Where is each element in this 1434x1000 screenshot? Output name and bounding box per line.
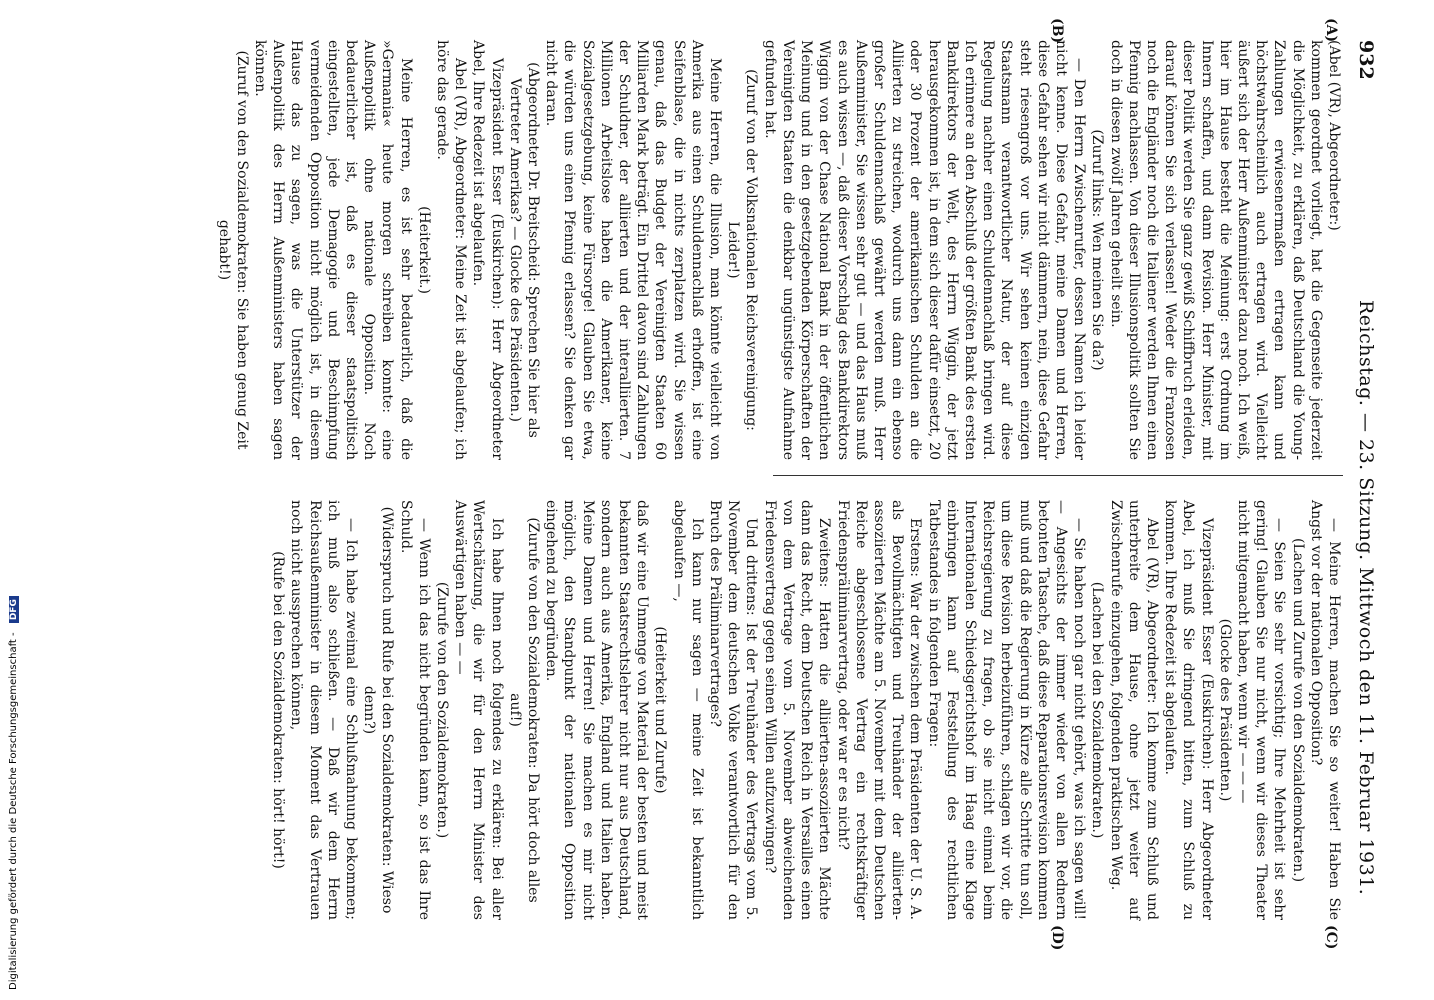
left-column-paragraph: (Zuruf links: Wen meinen Sie da?)	[1089, 129, 1106, 371]
dfg-logo: DFG	[9, 596, 19, 623]
margin-marker-b: (B)	[1049, 18, 1065, 44]
right-column-paragraph: (Zurufe von den Sozialdemokraten.)	[434, 581, 451, 839]
right-column-paragraph: — Meine Herren, machen Sie so weiter! Haben Sie Angst vor der nationalen Opposition?	[1307, 500, 1342, 920]
right-column-paragraph: Vizepräsident Esser (Euskirchen): Herr Abgeordneter Abel, ich muß Sie dringend bitten, zum Schluß zu kommen. Ihre Redezeit ist abgelaufen.	[1162, 500, 1215, 920]
column-divider	[773, 475, 1343, 476]
right-column-paragraph: (Glocke des Präsidenten.)	[1216, 618, 1233, 802]
credit-text: Digitalisierung gefördert durch die Deutsche Forschungsgemeinschaft -	[8, 632, 19, 990]
right-column-paragraph: — Ich habe zweimal eine Schlußmahnung bekommen; ich muß also schließen. — Daß wir dem Herrn Reichsaußenminister in diesem Moment das Vertrauen noch nicht aussprechen können,	[288, 500, 360, 920]
margin-marker-a: (A)	[1323, 18, 1339, 43]
right-column-paragraph: (Widerspruch und Rufe bei den Sozialdemokraten: Wieso denn?)	[361, 506, 396, 914]
right-column-paragraph: Abel (VR), Abgeordneter: Ich komme zum Schluß und unterbreite dem Hause, ohne jetzt weiter auf Zwischenrufe einzugehen, folgenden praktischen Weg.	[1107, 500, 1160, 920]
left-column-paragraph: Vizepräsident Esser (Euskirchen): Herr Abgeordneter Abel, Ihre Redezeit ist abgelaufen.	[470, 40, 505, 460]
left-column-paragraph: (Abel (VR), Abgeordneter:)	[1326, 40, 1342, 231]
right-column-paragraph: (Rufe bei den Sozialdemokraten: hört! hört!)	[270, 551, 287, 869]
right-column-paragraph: — Sie haben noch gar nicht gehört, was ich sagen will! — Angesichts der immer wieder von allen Rednern betonten Tatsache, daß diese Reparationsrevision kommen muß und daß die Regierung in Kürze alle Schritte tun soll, um diese Revision herbeizuführen, schlagen wir vor, die Reichsregierung zu fragen, ob sie nicht einmal beim Internationalen Schiedsgerichtshof im Haag eine Klage einbringen kann auf Feststellung des rechtlichen Tatbestandes in folgenden Fragen:	[925, 500, 1088, 920]
left-column	[214, 40, 1343, 460]
right-column-paragraph: (Lachen bei den Sozialdemokraten.)	[1089, 581, 1106, 839]
left-column-paragraph: (Abgeordneter Dr. Breitscheid: Sprechen Sie hier als Vertreter Amerikas? — Glocke des Präsidenten.)	[506, 62, 542, 438]
right-column-paragraph: — Wenn ich das nicht begründen kann, so ist das Ihre Schuld.	[397, 500, 432, 920]
right-column-paragraph: — Seien Sie sehr vorsichtig; Ihre Mehrheit ist sehr gering! Glauben Sie nur nicht, wenn wir dieses Theater nicht mitgemacht haben, wenn wir — — —	[1234, 500, 1288, 920]
right-column-paragraph: daß wir eine Unmenge von Material der besten und meist bekannten Staatsrechtslehrer nicht nur aus Deutschland, sondern auch aus Amerika, England und Italien haben. Meine Damen und Herren! Sie machen es mir nicht möglich, den Standpunkt der nationalen Opposition eingehend zu begründen.	[543, 500, 651, 920]
margin-marker-d: (D)	[1049, 925, 1065, 951]
right-column-paragraph: (Lachen und Zurufe von den Sozialdemokraten.)	[1289, 537, 1306, 883]
right-column-paragraph: Und drittens: Ist der Treuhänder des Vertrags vom 5. November dem deutschen Volke verantwortlich für den Bruch des Präliminarvertrages?	[707, 500, 760, 920]
left-column-paragraph: Abel (VR), Abgeordneter: Meine Zeit ist abgelaufen; ich höre das gerade.	[434, 40, 469, 460]
page-number: 932	[1355, 40, 1377, 80]
right-column-paragraph: Zweitens: Hatten die alliierten-assoziierten Mächte dann das Recht, dem Deutschen Reich in Versailles einen von dem Vertrage vom 5. November abweichenden Friedensvertrag gegen seinen Willen aufzuzwingen?	[761, 500, 833, 920]
right-column-paragraph: Ich kann nur sagen — meine Zeit ist bekanntlich abgelaufen —,	[670, 500, 705, 920]
left-column-paragraph: (Heiterkeit.)	[415, 206, 432, 294]
left-column-paragraph: (Zuruf von den Sozialdemokraten: Sie haben genug Zeit gehabt!)	[215, 50, 250, 450]
right-column-paragraph: Erstens: War der zwischen dem Präsidenten der U. S. A. als Bevollmächtigten und Treuhänder der alliierten-assoziierten Mächte am 5. November mit dem Deutschen Reiche abgeschlossene Vertrag ein rechtskräftiger Friedenspräliminarvertrag, oder war er es nicht?	[834, 500, 924, 920]
left-column-paragraph: (Zuruf von der Volksnationalen Reichsvereinigung: Leider!)	[725, 69, 760, 431]
digitization-credit	[8, 530, 23, 990]
left-column-paragraph: — Den Herrn Zwischenrufer, dessen Namen ich leider nicht kenne. Diese Gefahr, meine Damen und Herren, diese Gefahr sehen wir nicht dämmern, nein, diese Gefahr steht riesengroß vor uns. Wir sehen keinen einzigen Staatsmann verantwortlicher Natur, der auf diese Regelung nachher einen Schuldennachlaß bringen wird. Ich erinnere an den Abschluß der größten Bank des ersten Bankdirektors der Welt, des Herrn Wiggin, der jetzt herausgekommen ist, in dem sich dieser dafür einsetzt, 20 oder 30 Prozent der amerikanischen Schulden an die Alliierten zu streichen, wodurch uns dann ein ebenso großer Schuldennachlaß gewährt werden muß. Herr Außenminister, Sie wissen sehr gut — und das Haus muß es auch wissen —, daß dieser Vorschlag des Bankdirektors Wiggin von der Chase National Bank in der öffentlichen Meinung und in den gesetzgebenden Körperschaften der Vereinigten Staaten die denkbar ungünstigste Aufnahme gefunden hat.	[761, 40, 1088, 460]
rotated-page	[15, 0, 1395, 950]
right-column-paragraph: (Zurufe von den Sozialdemokraten: Da hört doch alles auf!)	[506, 517, 542, 903]
running-title: Reichstag. — 23. Sitzung. Mittwoch den 11. Februar 1931.	[1355, 300, 1377, 896]
margin-marker-c: (C)	[1323, 925, 1339, 950]
left-column-paragraph: kommen geordnet vorliegt, hat die Gegenseite jederzeit die Möglichkeit, zu erklären, daß Deutschland die Young-Zahlungen erwiesenermaßen ertragen kann und höchstwahrscheinlich auch ertragen wird. Vielleicht äußert sich der Herr Außenminister dazu noch. Ich weiß, hier im Hause besteht die Meinung: erst Ordnung im Innern schaffen, und dann Revision. Herr Minister, mit dieser Politik werden Sie ganz gewiß Schiffbruch erleiden, darauf können Sie sich verlassen! Weder die Franzosen noch die Engländer noch die Italiener werden Ihnen einen Pfennig nachlassen. Von dieser Illusionspolitik sollten Sie doch in diesen zwölf Jahren geheilt sein.	[1107, 40, 1324, 460]
right-column	[269, 500, 1343, 920]
left-column-paragraph: Meine Herren, die Illusion, man könnte vielleicht von Amerika aus einen Schuldennachlaß erhoffen, ist eine Seifenblase, die in nichts zerplatzen wird. Sie wissen genau, daß das Budget der Vereinigten Staaten 60 Milliarden Mark beträgt. Ein Drittel davon sind Zahlungen der Schuldner, der alliierten und der interalliierten. 7 Millionen Arbeitslose haben die Amerikaner, keine Sozialgesetzgebung, keine Fürsorge! Glauben Sie etwa, die würden uns einen Pfennig erlassen? Sie denken gar nicht daran.	[543, 40, 724, 460]
left-column-paragraph: Meine Herren, es ist sehr bedauerlich, daß die »Germania« heute morgen schreiben konnte: eine Außenpolitik ohne nationale Opposition. Noch bedauerlicher ist, daß es dieser staatspolitisch eingestellten, jede Demagogie und Beschimpfung vermeidenden Opposition nicht möglich ist, in diesem Hause das zu sagen, was die Unterstützer der Außenpolitik des Herrn Außenministers haben sagen können.	[252, 40, 414, 460]
page-header	[1347, 40, 1377, 920]
right-column-paragraph: Ich habe Ihnen noch folgendes zu erklären: Bei aller Wertschätzung, die wir für den Herrn Minister des Auswärtigen haben — —	[452, 500, 505, 920]
right-column-paragraph: (Heiterkeit und Zurufe)	[652, 626, 669, 794]
